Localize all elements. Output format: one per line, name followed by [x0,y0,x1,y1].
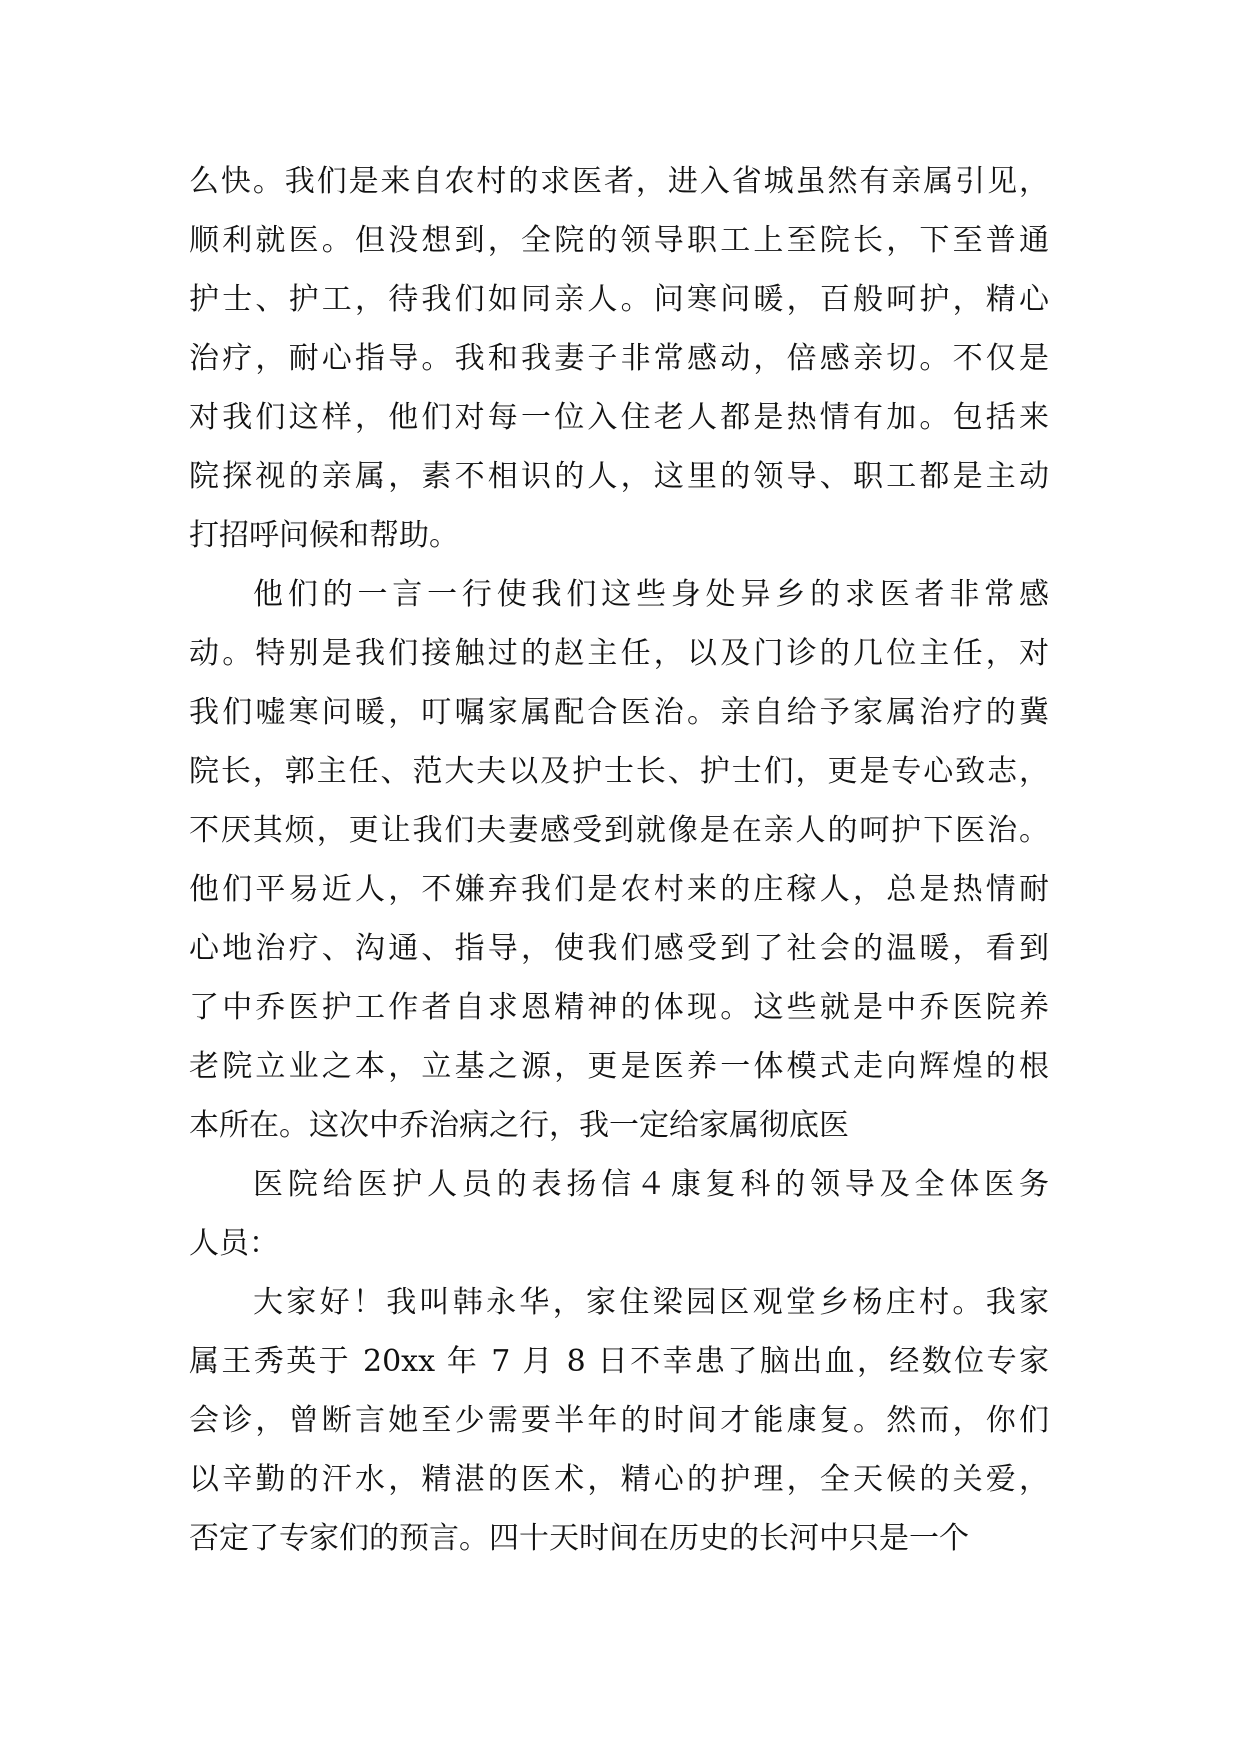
text-line: 人员： [189,1226,279,1261]
text-line: 不厌其烦，更让我们夫妻感受到就像是在亲人的呵护下医治。 [189,813,1049,848]
document-body [189,152,1049,1568]
text-line: 院长，郭主任、范大夫以及护士长、护士们，更是专心致志， [189,754,1049,789]
text-line: 打招呼问候和帮助。 [189,518,459,553]
text-line: 院探视的亲属，素不相识的人，这里的领导、职工都是主动 [189,459,1049,494]
text-line: 老院立业之本，立基之源，更是医养一体模式走向辉煌的根 [189,1049,1049,1084]
text-line: 医院给医护人员的表扬信４康复科的领导及全体医务 [253,1167,1049,1202]
text-line: 心地治疗、沟通、指导，使我们感受到了社会的温暖，看到 [189,931,1049,966]
text-line: 大家好！我叫韩永华，家住梁园区观堂乡杨庄村。我家 [253,1285,1049,1320]
text-line: 护士、护工，待我们如同亲人。问寒问暖，百般呵护，精心 [189,282,1049,317]
text-line: 对我们这样，他们对每一位入住老人都是热情有加。包括来 [189,400,1049,435]
text-line: 以辛勤的汗水，精湛的医术，精心的护理，全天候的关爱， [189,1462,1049,1497]
text-line: 他们的一言一行使我们这些身处异乡的求医者非常感 [253,577,1049,612]
text-line: 治疗，耐心指导。我和我妻子非常感动，倍感亲切。不仅是 [189,341,1049,376]
text-line: 本所在。这次中乔治病之行，我一定给家属彻底医 [189,1108,849,1143]
text-line: 顺利就医。但没想到，全院的领导职工上至院长，下至普通 [189,223,1049,258]
text-line: 否定了专家们的预言。四十天时间在历史的长河中只是一个 [189,1521,969,1556]
text-line: 了中乔医护工作者自求恩精神的体现。这些就是中乔医院养 [189,990,1049,1025]
text-line: 么快。我们是来自农村的求医者，进入省城虽然有亲属引见， [189,164,1049,199]
text-line: 动。特别是我们接触过的赵主任，以及门诊的几位主任，对 [189,636,1049,671]
text-line: 他们平易近人，不嫌弃我们是农村来的庄稼人，总是热情耐 [189,872,1049,907]
paragraph [189,1273,1049,1568]
text-line: 属王秀英于 20xx 年 7 月 8 日不幸患了脑出血，经数位专家 [189,1344,1049,1379]
paragraph [189,1155,1049,1273]
text-line: 会诊，曾断言她至少需要半年的时间才能康复。然而，你们 [189,1403,1049,1438]
paragraph [189,565,1049,1155]
paragraph [189,152,1049,565]
text-line: 我们嘘寒问暖，叮嘱家属配合医治。亲自给予家属治疗的冀 [189,695,1049,730]
